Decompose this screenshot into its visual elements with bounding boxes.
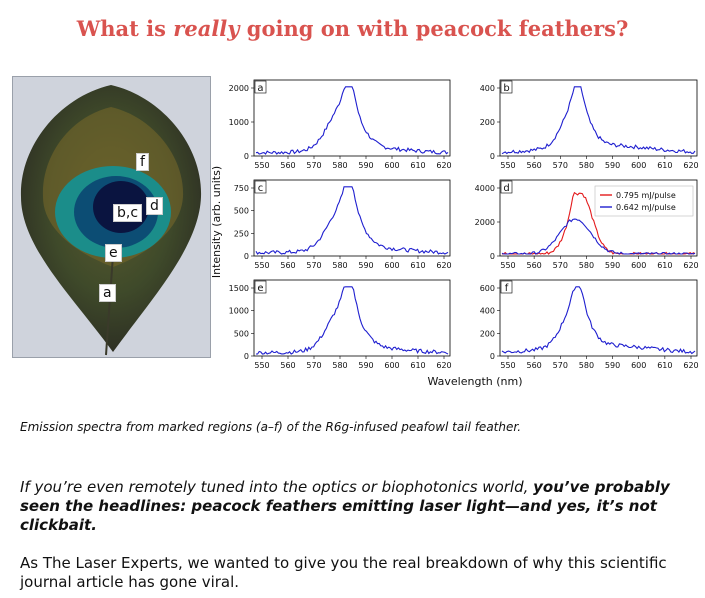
y-tick-label: 750 bbox=[233, 184, 249, 193]
x-tick-label: 610 bbox=[410, 261, 426, 270]
x-tick-label: 590 bbox=[358, 361, 374, 370]
y-tick-label: 200 bbox=[479, 118, 495, 127]
feather-label-bc: b,c bbox=[113, 204, 142, 222]
x-tick-label: 560 bbox=[280, 261, 296, 270]
intro-paragraph bbox=[20, 478, 695, 535]
x-tick-label: 600 bbox=[384, 161, 400, 170]
x-tick-label: 550 bbox=[500, 361, 516, 370]
feather-label-a: a bbox=[99, 284, 116, 302]
x-tick-label: 610 bbox=[657, 361, 673, 370]
y-tick-label: 1000 bbox=[228, 118, 249, 127]
y-tick-label: 0 bbox=[489, 252, 495, 261]
x-tick-label: 590 bbox=[358, 261, 374, 270]
y-tick-label: 2000 bbox=[474, 218, 495, 227]
x-tick-label: 570 bbox=[552, 161, 568, 170]
y-tick-label: 500 bbox=[233, 329, 249, 339]
x-tick-label: 570 bbox=[306, 161, 322, 170]
y-tick-label: 0 bbox=[489, 352, 495, 361]
x-tick-label: 600 bbox=[631, 361, 647, 370]
panel-e-frame bbox=[254, 280, 450, 356]
panel-c-label: c bbox=[257, 183, 264, 194]
x-tick-label: 620 bbox=[436, 361, 452, 370]
x-tick-label: 560 bbox=[280, 161, 296, 170]
intro-outro: —and yes, it’s not clickbait. bbox=[20, 497, 657, 534]
feather-label-d: d bbox=[146, 197, 163, 215]
y-tick-label: 200 bbox=[479, 329, 495, 339]
feather-label-e: e bbox=[105, 244, 122, 262]
y-tick-label: 500 bbox=[233, 206, 249, 216]
spectra-chart bbox=[210, 72, 705, 392]
x-tick-label: 620 bbox=[683, 161, 699, 170]
x-tick-label: 590 bbox=[604, 261, 621, 270]
panel-a-frame bbox=[254, 80, 450, 156]
x-tick-label: 590 bbox=[604, 161, 621, 170]
x-tick-label: 580 bbox=[332, 361, 348, 370]
x-tick-label: 620 bbox=[683, 361, 699, 370]
x-tick-label: 600 bbox=[631, 261, 647, 270]
y-tick-label: 4000 bbox=[474, 184, 495, 193]
x-tick-label: 600 bbox=[384, 261, 400, 270]
x-tick-label: 570 bbox=[552, 361, 568, 370]
x-tick-label: 550 bbox=[254, 261, 270, 270]
y-tick-label: 400 bbox=[479, 306, 495, 316]
panel-e-label: e bbox=[257, 283, 264, 294]
feather-label-f: f bbox=[136, 153, 149, 171]
panel-c-frame bbox=[254, 180, 450, 256]
x-tick-label: 590 bbox=[358, 161, 374, 170]
x-tick-label: 550 bbox=[500, 161, 516, 170]
x-tick-label: 610 bbox=[410, 161, 426, 170]
x-tick-label: 570 bbox=[306, 261, 322, 270]
page-title bbox=[0, 16, 705, 41]
x-tick-label: 610 bbox=[657, 161, 673, 170]
panel-b-frame bbox=[500, 80, 697, 156]
body-paragraph: As The Laser Experts, we wanted to give you the real breakdown of why this scientific journal article has gone viral. bbox=[20, 554, 667, 591]
legend-label: 0.795 mJ/pulse bbox=[616, 191, 676, 200]
title-prefix: What is bbox=[76, 16, 174, 41]
panel-b-label: b bbox=[503, 83, 510, 94]
intro-text: If you’re even remotely tuned into the optics or biophotonics world, bbox=[20, 478, 534, 496]
x-tick-label: 550 bbox=[254, 161, 270, 170]
x-tick-label: 570 bbox=[306, 361, 322, 370]
x-tick-label: 620 bbox=[436, 261, 452, 270]
y-tick-label: 0 bbox=[243, 252, 249, 261]
y-tick-label: 0 bbox=[489, 152, 495, 161]
figure-caption: Emission spectra from marked regions (a–f) of the R6g-infused peafowl tail feather. bbox=[20, 420, 522, 434]
x-tick-label: 550 bbox=[500, 261, 516, 270]
y-tick-label: 1000 bbox=[228, 306, 249, 316]
title-emphasis: really bbox=[173, 16, 240, 41]
panel-f-label: f bbox=[504, 283, 509, 294]
x-tick-label: 580 bbox=[578, 161, 595, 170]
x-tick-label: 620 bbox=[683, 261, 699, 270]
x-tick-label: 560 bbox=[526, 161, 542, 170]
y-tick-label: 0 bbox=[243, 152, 249, 161]
panel-d-label: d bbox=[503, 183, 510, 194]
y-tick-label: 600 bbox=[479, 284, 495, 293]
x-tick-label: 560 bbox=[526, 261, 542, 270]
y-tick-label: 0 bbox=[243, 352, 249, 361]
x-tick-label: 580 bbox=[332, 261, 348, 270]
x-tick-label: 580 bbox=[332, 161, 348, 170]
y-tick-label: 250 bbox=[233, 229, 249, 239]
x-tick-label: 590 bbox=[604, 361, 621, 370]
x-tick-label: 560 bbox=[280, 361, 296, 370]
y-tick-label: 400 bbox=[479, 84, 495, 93]
feather-illustration bbox=[13, 77, 210, 357]
peacock-feather-photo bbox=[12, 76, 211, 358]
x-tick-label: 580 bbox=[578, 261, 595, 270]
emission-spectra-figure bbox=[210, 72, 705, 392]
y-tick-label: 2000 bbox=[228, 84, 249, 93]
x-tick-label: 610 bbox=[657, 261, 673, 270]
x-tick-label: 620 bbox=[436, 161, 452, 170]
legend-label: 0.642 mJ/pulse bbox=[616, 203, 676, 212]
intro-bold: you’ve probably seen the headlines: peacock feathers emitting laser light bbox=[20, 478, 670, 515]
title-suffix: going on with peacock feathers? bbox=[239, 16, 629, 41]
x-tick-label: 580 bbox=[578, 361, 595, 370]
panel-a-label: a bbox=[257, 83, 264, 94]
panel-f-frame bbox=[500, 280, 697, 356]
x-tick-label: 600 bbox=[384, 361, 400, 370]
x-axis-label: Wavelength (nm) bbox=[427, 375, 523, 388]
x-tick-label: 560 bbox=[526, 361, 542, 370]
y-tick-label: 1500 bbox=[228, 284, 249, 293]
x-tick-label: 610 bbox=[410, 361, 426, 370]
y-axis-label: Intensity (arb. units) bbox=[210, 165, 223, 279]
x-tick-label: 600 bbox=[631, 161, 647, 170]
x-tick-label: 550 bbox=[254, 361, 270, 370]
x-tick-label: 570 bbox=[552, 261, 568, 270]
